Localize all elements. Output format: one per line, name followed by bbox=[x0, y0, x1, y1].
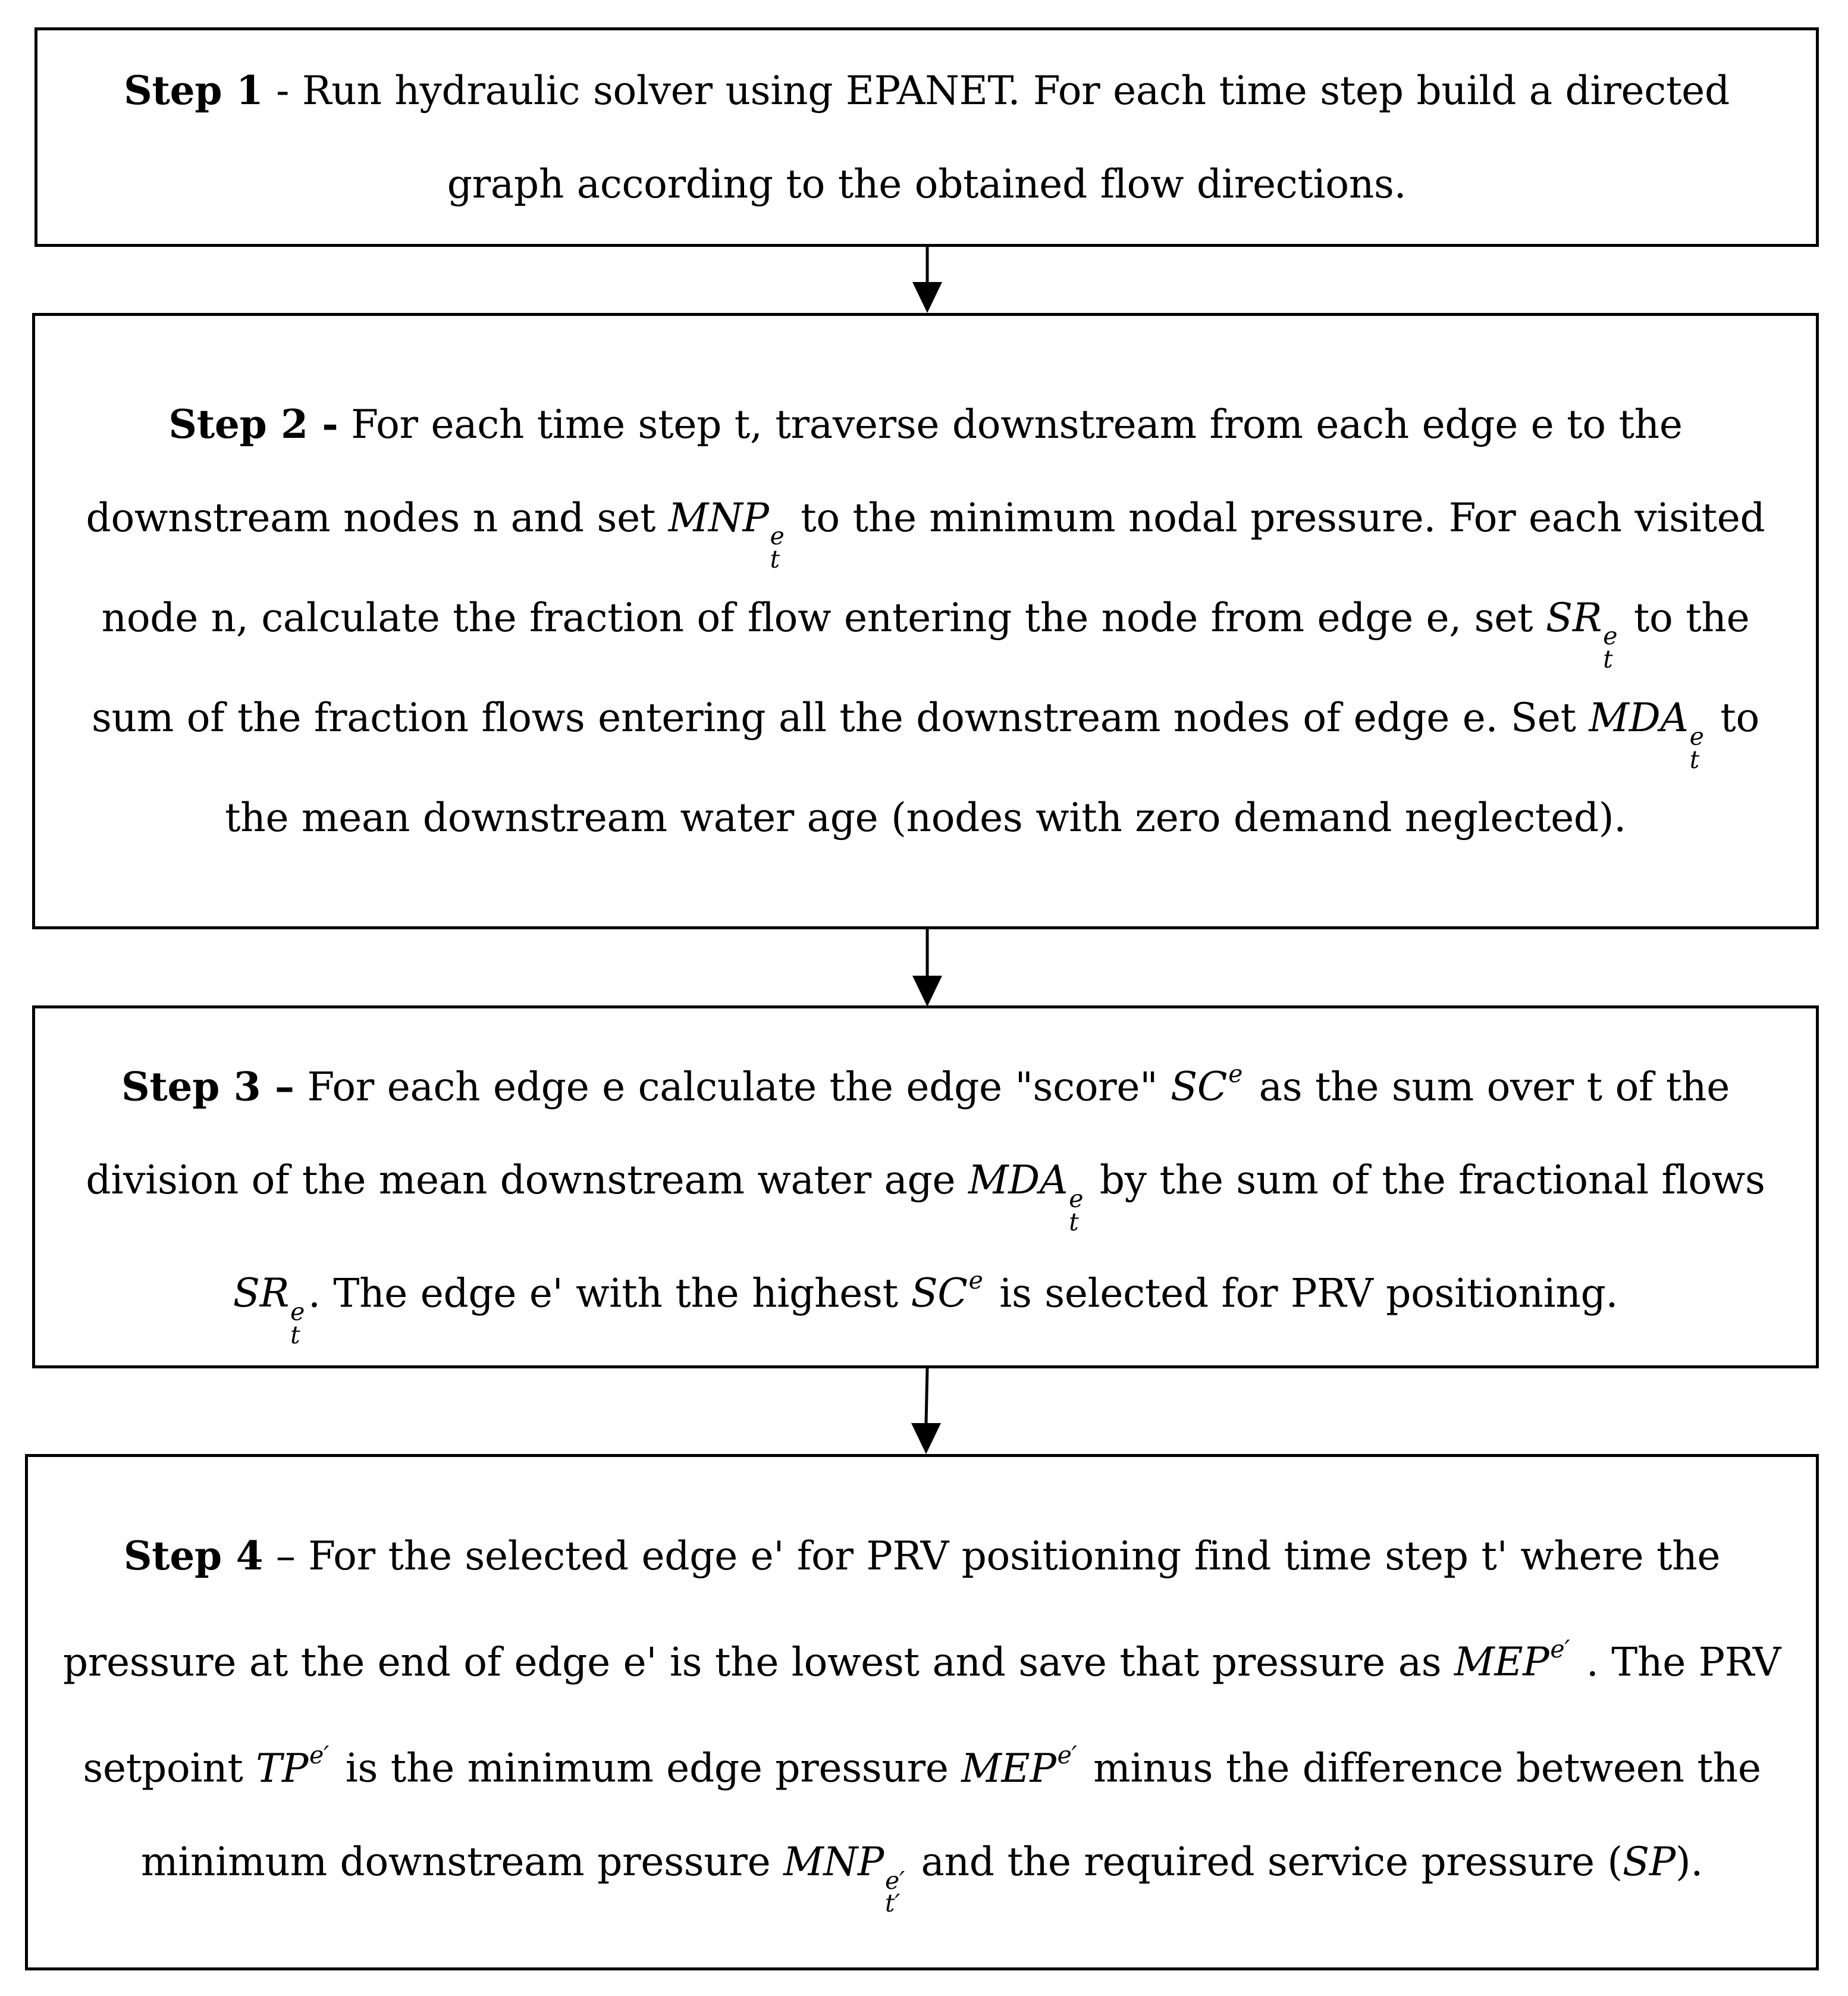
math-mda-t-e: MDA e t bbox=[968, 1157, 1084, 1236]
math-mnp-t-e: MNP e t bbox=[668, 494, 785, 574]
step-4-box bbox=[25, 1454, 1819, 1970]
step-4-label: Step 4 bbox=[123, 1532, 263, 1579]
step-3-text: Step 3 – For each edge e calculate the edge "score" $SC^e$ as the sum over t of the division of the mean downstream water age MDA e t by the sum of the fractional flows SR e t . The edge e' with the highest $SC^e$ is selected for PRV positioning. bbox=[86, 1059, 1765, 1349]
math-sc-e: $SC^e$ bbox=[911, 1265, 983, 1317]
math-sp: SP bbox=[1622, 1839, 1676, 1885]
arrow-step3-to-step4 bbox=[911, 1367, 941, 1454]
math-mep-e-prime: $MEP^{e'}$ bbox=[961, 1741, 1077, 1792]
step-2-text: Step 2 - For each time step t, traverse downstream from each edge e to the downstream nodes n and set MNP e t to the minimum nodal pressure. For each visited node n, calculate the fraction of flow entering the node from edge e, set SR e t to the sum of the fraction flows entering all the downstream nodes of edge e. Set MDA e t to the mean downstream water age (nodes with zero demand neglected). bbox=[86, 400, 1765, 841]
arrow-step1-to-step2 bbox=[912, 246, 942, 313]
step-1-box bbox=[34, 27, 1819, 247]
step-2-box bbox=[32, 313, 1819, 929]
step-1-label: Step 1 bbox=[124, 67, 263, 114]
math-mda-t-e: MDA e t bbox=[1589, 695, 1704, 774]
step-2-label: Step 2 - bbox=[168, 400, 338, 447]
math-sr-t-e: SR e t bbox=[233, 1270, 305, 1349]
math-sc-e: $SC^e$ bbox=[1170, 1059, 1243, 1110]
math-mep-e-prime: $MEP^{e'}$ bbox=[1454, 1634, 1570, 1685]
step-4-text: Step 4 – For the selected edge e' for PRV positioning find time step t' where the pressure at the end of edge e' is the lowest and save that pressure as $MEP^{e'}$ . The PRV setpoint $TP^{e'}$ is the minimum edge pressure $MEP^{e'}$ minus the difference between the minimum downstream pressure MNP e′ t′ and the required service pressure (SP). bbox=[62, 1532, 1781, 1918]
math-mnp-t-prime-e-prime: MNP e′ t′ bbox=[783, 1839, 905, 1918]
math-sr-t-e: SR e t bbox=[1545, 594, 1618, 674]
math-tp-e-prime: $TP^{e'}$ bbox=[256, 1741, 330, 1792]
step-3-label: Step 3 – bbox=[121, 1063, 294, 1110]
arrow-step2-to-step3 bbox=[912, 928, 942, 1007]
step-3-box bbox=[32, 1005, 1819, 1368]
step-1-text: Step 1 - Run hydraulic solver using EPANET. For each time step build a directed graph according to the obtained flow directions. bbox=[124, 67, 1730, 207]
